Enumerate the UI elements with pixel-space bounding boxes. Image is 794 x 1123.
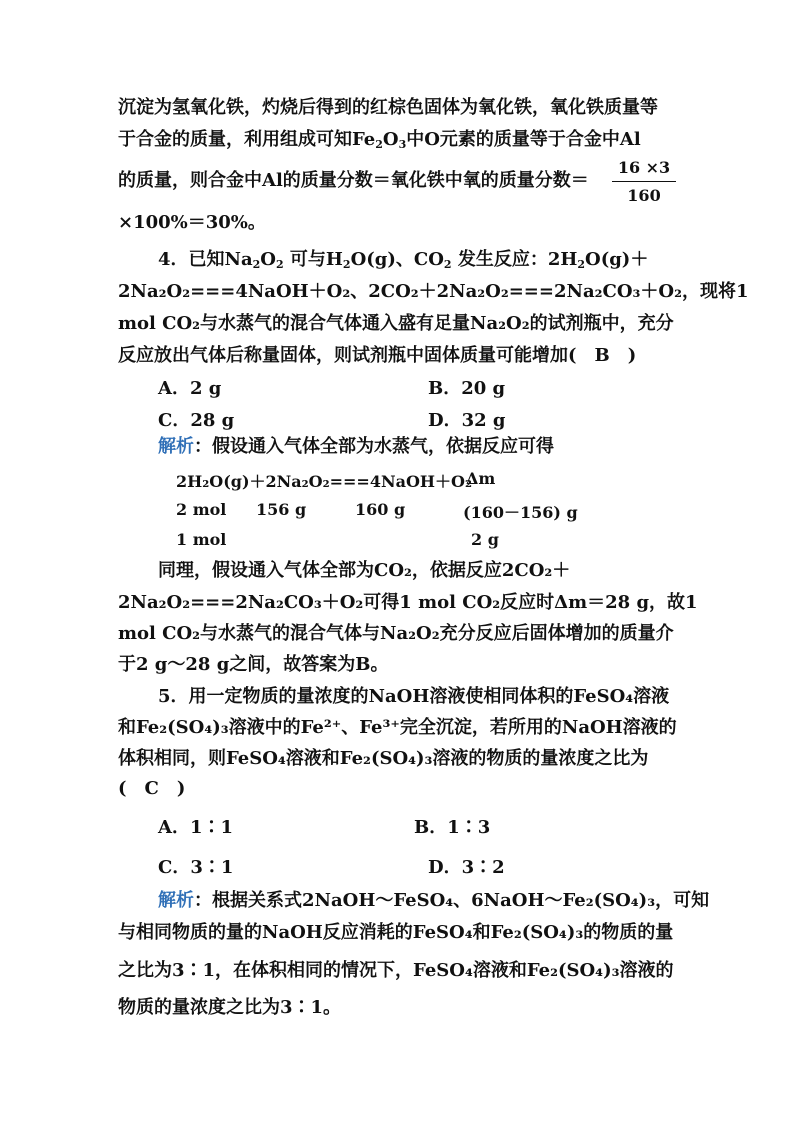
- para-line: 同理，假设通入气体全部为CO₂，依据反应2CO₂＋: [158, 560, 571, 581]
- fraction-numerator: 16 ×3: [617, 158, 671, 177]
- row-cell: 156 g: [256, 500, 307, 519]
- para-line: 的质量，则合金中Al的质量分数＝氧化铁中氧的质量分数＝: [118, 170, 589, 191]
- option-d: D．32 g: [428, 410, 506, 431]
- para-line: 反应放出气体后称量固体，则试剂瓶中固体质量可能增加( B ): [118, 345, 637, 366]
- analysis-label: 解析: [158, 890, 194, 911]
- para-line: 和Fe₂(SO₄)₃溶液中的Fe²⁺、Fe³⁺完全沉淀，若所用的NaOH溶液的: [118, 717, 677, 738]
- text: ：根据关系式2NaOH～FeSO₄、6NaOH～Fe₂(SO₄)₃，可知: [194, 890, 710, 911]
- para-line: 之比为3∶1，在体积相同的情况下，FeSO₄溶液和Fe₂(SO₄)₃溶液的: [118, 960, 674, 981]
- row-cell: (160－156) g: [463, 503, 578, 522]
- para-line: 与相同物质的量的NaOH反应消耗的FeSO₄和Fe₂(SO₄)₃的物质的量: [118, 922, 674, 943]
- para-line: 2Na₂O₂===4NaOH＋O₂、2CO₂＋2Na₂O₂===2Na₂CO₃＋O₂，现将1: [118, 281, 749, 302]
- option-b: B．1∶3: [414, 817, 491, 838]
- para-line: 于2 g～28 g之间，故答案为B。: [118, 654, 389, 675]
- para-line: 沉淀为氢氧化铁，灼烧后得到的红棕色固体为氧化铁，氧化铁质量等: [118, 97, 658, 118]
- text: O: [260, 249, 276, 270]
- fraction-bar: [612, 181, 676, 182]
- option-c: C．3∶1: [158, 857, 234, 878]
- option-a: A．1∶1: [158, 817, 234, 838]
- row-cell: 2 mol: [176, 500, 227, 519]
- para-line: ( C ): [118, 778, 186, 799]
- analysis-line: [158, 890, 709, 912]
- text: 于合金的质量，利用组成可知Fe: [118, 129, 376, 150]
- fraction-denominator: 160: [627, 186, 661, 205]
- text: 发生反应：2H: [451, 249, 578, 270]
- para-line: 2Na₂O₂===2Na₂CO₃＋O₂可得1 mol CO₂反应时Δm＝28 g，故1: [118, 592, 698, 613]
- para-line: 于合金的质量，利用组成可知$Fe_2O_3$中O元素的质量等于合金中Al: [118, 129, 641, 151]
- para-line: 物质的量浓度之比为3∶1。: [118, 997, 342, 1018]
- option-a: A．2 g: [158, 378, 222, 399]
- para-line: 体积相同，则FeSO₄溶液和Fe₂(SO₄)₃溶液的物质的量浓度之比为: [118, 748, 649, 769]
- analysis-line: [158, 436, 554, 458]
- para-line: mol CO₂与水蒸气的混合气体与Na₂O₂充分反应后固体增加的质量介: [118, 623, 674, 644]
- text: O(g)＋: [585, 249, 649, 270]
- text: 中O元素的质量等于合金中Al: [406, 129, 641, 150]
- para-line: ×100%＝30%。: [118, 212, 266, 233]
- row-cell: 1 mol: [176, 530, 227, 549]
- option-b: B．20 g: [428, 378, 506, 399]
- text: 可与H: [283, 249, 343, 270]
- text: ：假设通入气体全部为水蒸气，依据反应可得: [194, 436, 554, 457]
- text: O(g)、CO: [350, 249, 444, 270]
- para-line: mol CO₂与水蒸气的混合气体通入盛有足量Na₂O₂的试剂瓶中，充分: [118, 313, 674, 334]
- row-cell: 2 g: [471, 530, 499, 549]
- row-cell: 160 g: [355, 500, 406, 519]
- delta-m-label: Δm: [466, 469, 496, 488]
- question-4-stem: 4．已知$Na_2O_2$ 可与$H_2O(g)$、$CO_2$ 发生反应：$2H_2O(g)+$: [158, 249, 649, 271]
- text: 4．已知Na: [158, 249, 253, 270]
- fraction: [612, 158, 676, 205]
- option-c: C．28 g: [158, 410, 235, 431]
- analysis-label: 解析: [158, 436, 194, 457]
- reaction-equation: 2H₂O(g)＋2Na₂O₂===4NaOH＋O₂: [176, 472, 472, 491]
- text: O: [382, 129, 399, 150]
- option-d: D．3∶2: [428, 857, 505, 878]
- question-5-stem: 5．用一定物质的量浓度的NaOH溶液使相同体积的FeSO₄溶液: [158, 686, 670, 707]
